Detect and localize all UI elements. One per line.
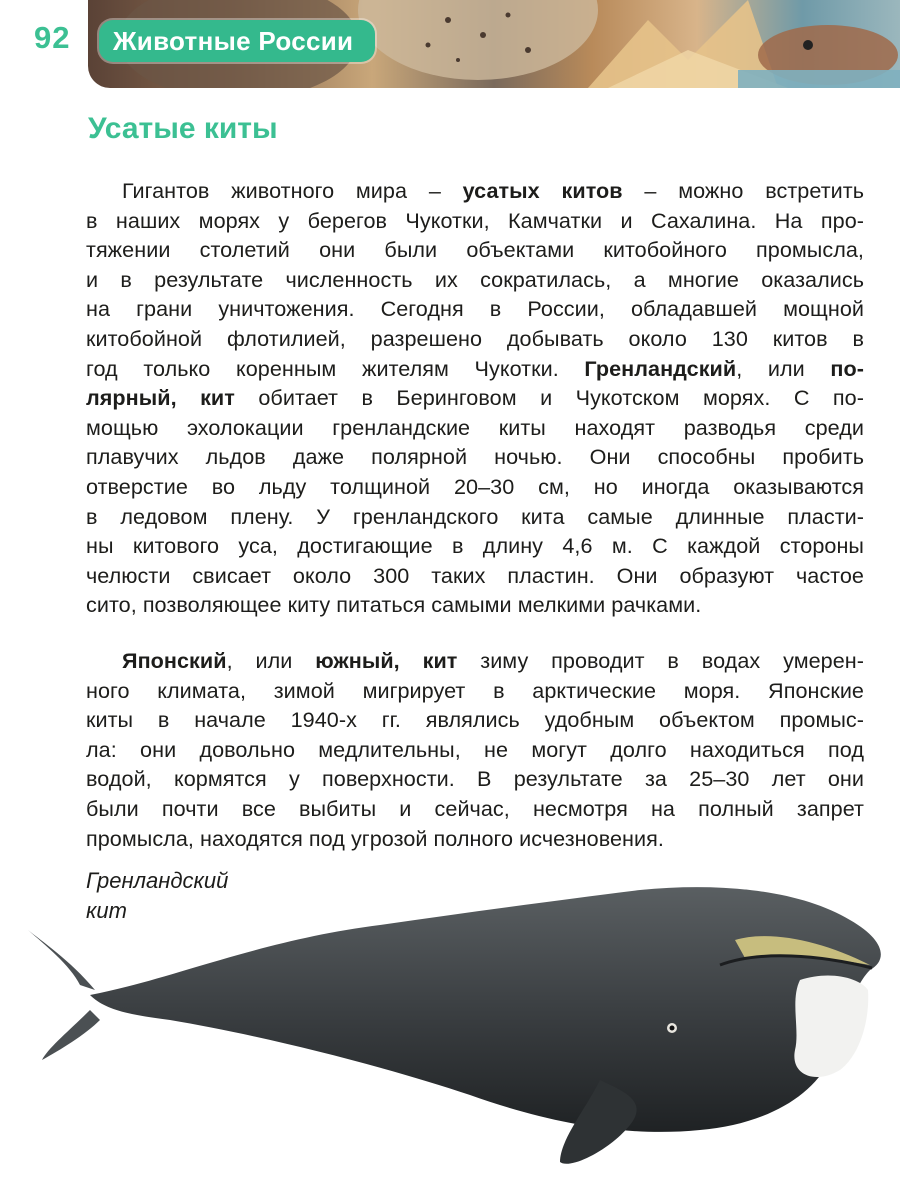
bold-term: Гренландский [584, 355, 737, 381]
caption-line: кит [86, 898, 127, 923]
text-run: киты в начале 1940-х гг. являлись удобным объектом промыс- [86, 707, 864, 733]
bold-term: лярный, кит [86, 385, 235, 411]
text-line [86, 824, 864, 854]
text-run: год только коренным жителям Чукотки. [86, 355, 585, 381]
text-run: обитает в Беринговом и Чукотском морях. С по- [234, 385, 864, 411]
bold-term: южный, кит [315, 648, 458, 673]
text-run: мощью эхолокации гренландские киты находят разводья среди [86, 414, 864, 440]
text-line [86, 206, 864, 236]
text-line [86, 646, 864, 676]
bold-term: по- [830, 355, 864, 381]
text-run: водой, кормятся у поверхности. В результате за 25–30 лет они [86, 766, 864, 792]
text-line [86, 472, 864, 502]
text-line [86, 442, 864, 472]
text-line [86, 354, 864, 384]
bold-term: усатых китов [462, 178, 623, 203]
bowhead-whale-illustration [0, 870, 900, 1200]
text-run: Гигантов животного мира – [122, 178, 463, 203]
page-number: 92 [34, 20, 71, 55]
text-run: ла: они довольно медлительны, не могут долго находиться под [86, 736, 864, 762]
text-line [86, 794, 864, 824]
text-line [86, 235, 864, 265]
bold-term: Японский [122, 648, 227, 673]
text-run: промысла, находятся под угрозой полного исчезновения. [86, 825, 664, 851]
text-line [86, 735, 864, 765]
text-run: ного климата, зимой мигрирует в арктические моря. Японские [86, 677, 864, 703]
text-line [86, 294, 864, 324]
article-title: Усатые киты [88, 112, 278, 145]
text-line [86, 561, 864, 591]
text-run: челюсти свисает около 300 таких пластин. Они образуют частое [86, 562, 864, 588]
text-run: , или [736, 355, 831, 381]
text-line [86, 676, 864, 706]
text-run: ны китового уса, достигающие в длину 4,6 м. С каждой стороны [86, 533, 864, 559]
text-line [86, 324, 864, 354]
text-run: в ледовом плену. У гренландского кита самые длинные пласти- [86, 503, 864, 529]
text-run: китобойной флотилией, разрешено добывать около 130 китов в [86, 325, 864, 351]
text-line [86, 705, 864, 735]
text-run: – можно встретить [622, 178, 864, 203]
text-line [86, 590, 864, 620]
text-run: сито, позволяющее киту питаться самыми мелкими рачками. [86, 592, 702, 618]
text-line [86, 265, 864, 295]
text-run: , или [226, 648, 316, 673]
text-run: отверстие во льду толщиной 20–30 см, но иногда оказываются [86, 473, 864, 499]
text-line [86, 176, 864, 206]
text-run: плавучих льдов даже полярной ночью. Они способны пробить [86, 444, 864, 470]
text-run: на грани уничтожения. Сегодня в России, обладавшей мощной [86, 296, 864, 322]
text-run: были почти все выбиты и сейчас, несмотря на полный запрет [86, 795, 864, 821]
text-line [86, 502, 864, 532]
paragraph-bowhead-whale [86, 176, 864, 620]
text-run: в наших морях у берегов Чукотки, Камчатки и Сахалина. На про- [86, 207, 864, 233]
text-run: и в результате численность их сократилась, а многие оказались [86, 266, 864, 292]
text-run: тяжении столетий они были объектами китобойного промысла, [86, 237, 864, 263]
paragraph-right-whale [86, 646, 864, 853]
text-line [86, 764, 864, 794]
text-line [86, 383, 864, 413]
text-run: зиму проводит в водах умерен- [457, 648, 864, 673]
section-title-badge: Животные России [99, 20, 375, 62]
text-line [86, 413, 864, 443]
text-line [86, 531, 864, 561]
caption-line: Гренландский [86, 868, 229, 893]
